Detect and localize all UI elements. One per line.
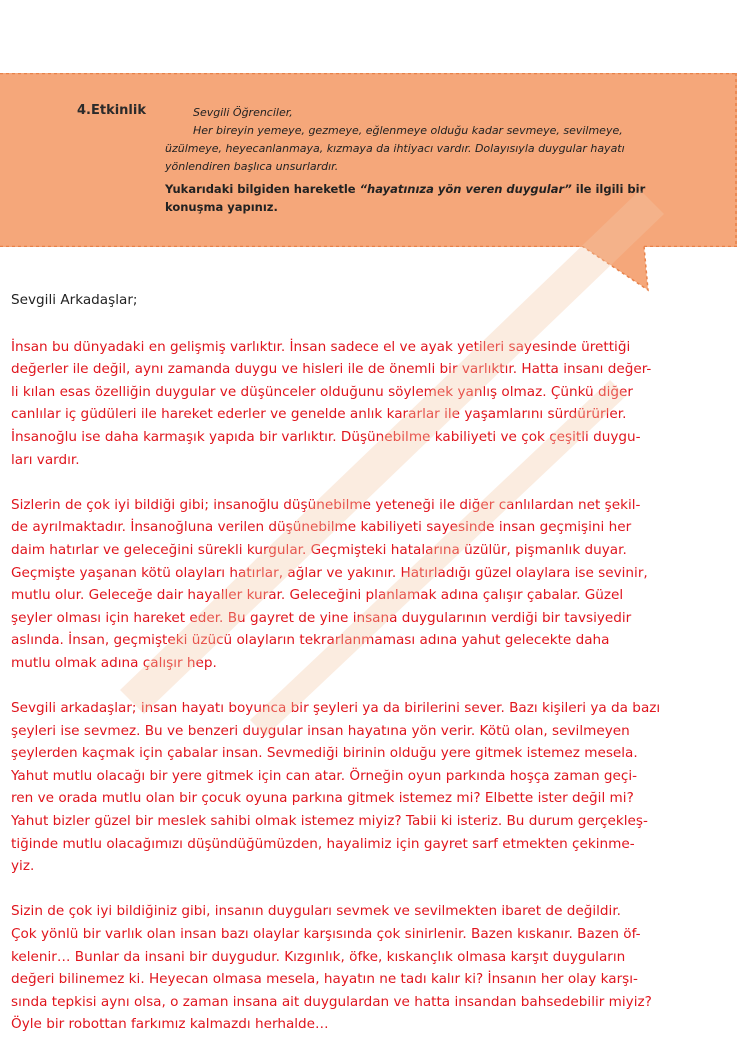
text-line: şeylerden kaçmak için çabalar insan. Sevmediği birinin olduğu yere gitmek istemez mesela. <box>11 745 638 762</box>
text-line: Yahut mutlu olacağı bir yere gitmek için can atar. Örneğin oyun parkında hoşça zaman geçi- <box>11 767 638 784</box>
text-line: sında tepkisi aynı olsa, o zaman insana ait duygulardan ve hatta insandan bahsedebilir miyiz? <box>11 993 652 1010</box>
text-line: de ayrılmaktadır. İnsanoğluna verilen düşünebilme kabiliyeti sayesinde insan geçmişini her <box>11 519 632 536</box>
text-line: daim hatırlar ve geleceğini sürekli kurgular. Geçmişteki hatalarına üzülür, pişmanlık duyar. <box>11 541 627 558</box>
text-line: yiz. <box>11 858 35 875</box>
prompt-line: yönlendiren başlıca unsurlardır. <box>165 160 339 173</box>
paragraph <box>11 900 731 1036</box>
speech-tail <box>580 246 652 292</box>
text-line: Sizlerin de çok iyi bildiği gibi; insanoğlu düşünebilme yeteneği ile diğer canlılardan net şekil- <box>11 496 641 513</box>
text-line: ları vardır. <box>11 451 80 468</box>
prompt-line: Sevgili Öğrenciler, <box>193 106 293 119</box>
task-text: ile ilgili bir <box>571 182 646 196</box>
text-line: aslında. İnsan, geçmişteki üzücü olayların tekrarlanmaması adına yahut gelecekte daha <box>11 632 610 649</box>
text-line: şeyleri ise sevmez. Bu ve benzeri duygular insan hayatına yön verir. Kötü olan, sevilmeyen <box>11 722 630 739</box>
text-line: değerler ile değil, aynı zamanda duygu ve hisleri ile de önemli bir varlıktır. Hatta insanı değer- <box>11 361 652 378</box>
text-line: Sevgili arkadaşlar; insan hayatı boyunca bir şeyleri ya da birilerini sever. Bazı kişileri ya da bazı <box>11 700 661 717</box>
task-quote: “hayatınıza yön veren duygular” <box>359 182 572 196</box>
activity-label: 4.Etkinlik <box>77 103 146 118</box>
text-line: Öyle bir robottan farkımız kalmazdı herhalde… <box>11 1016 329 1033</box>
task-text: konuşma yapınız. <box>165 200 278 214</box>
text-line: İnsanoğlu ise daha karmaşık yapıda bir varlıktır. Düşünebilme kabiliyeti ve çok çeşitli duygu- <box>11 428 641 445</box>
prompt-line: üzülmeye, heyecanlanmaya, kızmaya da ihtiyacı vardır. Dolayısıyla duygular hayatı <box>165 142 625 155</box>
text-line: Geçmişte yaşanan kötü olayları hatırlar, ağlar ve yakınır. Hatırladığı güzel olaylara ise sevinir, <box>11 564 648 581</box>
task-text: Yukarıdaki bilgiden hareketle <box>165 182 360 196</box>
text-line: mutlu olmak adına çalışır hep. <box>11 654 217 671</box>
paragraph <box>11 494 731 675</box>
paragraph <box>11 336 731 472</box>
activity-task <box>165 180 665 216</box>
text-line: şeyler olması için hareket eder. Bu gayret de yine insana duygularının verdiği bir tavsiyedir <box>11 609 632 626</box>
text-line: mutlu olur. Geleceğe dair hayaller kurar. Geleceğini planlamak adına çalışır çabalar. Güzel <box>11 587 624 604</box>
text-line: Çok yönlü bir varlık olan insan bazı olaylar karşısında çok sinirlenir. Bazen kıskanır. Bazen öf- <box>11 926 641 943</box>
text-line: İnsan bu dünyadaki en gelişmiş varlıktır. İnsan sadece el ve ayak yetileri sayesinde ürettiği <box>11 338 631 355</box>
text-line: Sizin de çok iyi bildiğiniz gibi, insanın duyguları sevmek ve sevilmekten ibaret de değildir. <box>11 903 621 920</box>
prompt-line: Her bireyin yemeye, gezmeye, eğlenmeye olduğu kadar sevmeye, sevilmeye, <box>193 124 623 137</box>
text-line: canlılar iç güdüleri ile hareket ederler ve genelde anlık kararlar ile yaşamlarını sürdürürler. <box>11 406 627 423</box>
text-line: ren ve orada mutlu olan bir çocuk oyuna parkına gitmek istemez mi? Elbette ister değil mi? <box>11 790 634 807</box>
text-line: Yahut bizler güzel bir meslek sahibi olmak istemez miyiz? Tabii ki isteriz. Bu durum gerçekleş- <box>11 813 648 830</box>
text-line: değeri bilinemez ki. Heyecan olmasa mesela, hayatın ne tadı kalır ki? İnsanın her olay karşı- <box>11 971 638 988</box>
text-line: kelenir… Bunlar da insani bir duygudur. Kızgınlık, öfke, kıskançlık olmasa karşıt duyguların <box>11 948 626 965</box>
text-line: li kılan esas özelliğin duygular ve düşünceler olduğunu söylemek yanlış olmaz. Çünkü diğer <box>11 383 633 400</box>
text-line: tiğinde mutlu olacağımızı düşündüğümüzden, hayalimiz için gayret sarf etmekten çekinme- <box>11 835 635 852</box>
essay-body <box>11 289 731 1059</box>
paragraph <box>11 697 731 878</box>
greeting: Sevgili Arkadaşlar; <box>11 292 138 308</box>
activity-prompt <box>165 104 665 216</box>
